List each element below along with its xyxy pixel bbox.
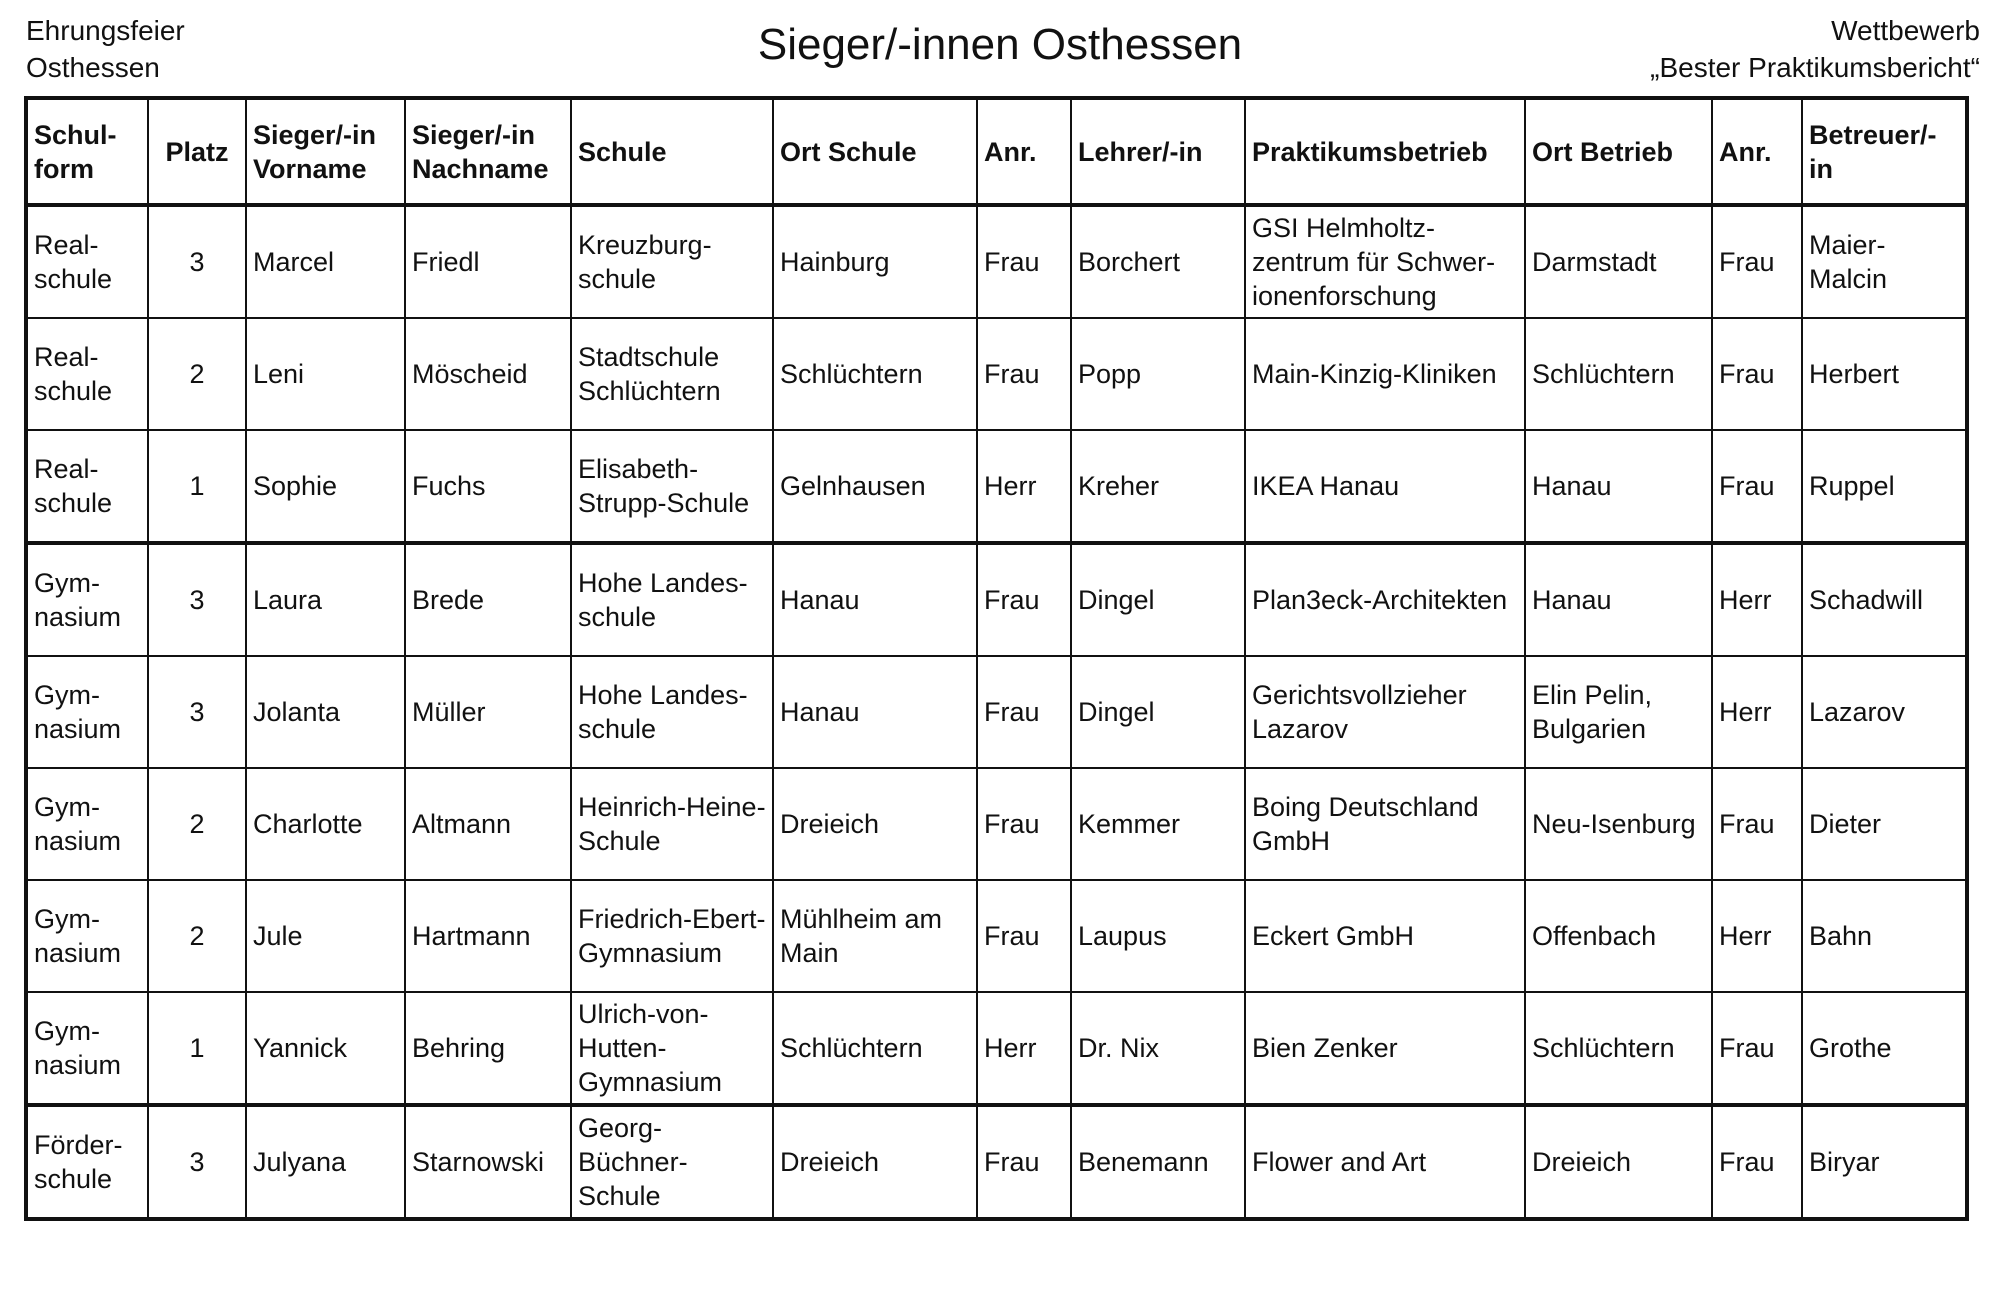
cell-text-line: ionenforschung <box>1252 281 1437 311</box>
cell-ort-betrieb <box>1525 318 1712 430</box>
cell-vorname: Julyana <box>246 1105 405 1219</box>
cell-ort-schule <box>773 992 977 1105</box>
column-header-label: Schul- <box>34 119 117 150</box>
cell-text-line: Boing Deutschland <box>1252 792 1479 822</box>
cell-lehrer: Dingel <box>1071 543 1245 656</box>
cell-text-line: Real- <box>34 230 99 260</box>
cell-ort-schule <box>773 430 977 543</box>
cell-ort-schule <box>773 1105 977 1219</box>
cell-ort-betrieb <box>1525 768 1712 880</box>
cell-schule <box>571 768 773 880</box>
cell-vorname: Jule <box>246 880 405 992</box>
cell-betreuer: Schadwill <box>1802 543 1967 656</box>
cell-ort-betrieb <box>1525 1105 1712 1219</box>
cell-text-line: Gymnasium <box>578 938 723 968</box>
cell-text-line: Friedrich-Ebert- <box>578 904 766 934</box>
cell-text-line: Darmstadt <box>1532 247 1657 277</box>
cell-anrede-betreuer: Frau <box>1712 318 1802 430</box>
col-header-schulform <box>26 98 148 205</box>
cell-text-line: nasium <box>34 826 122 856</box>
cell-text-line: schule <box>34 376 113 406</box>
cell-anrede-betreuer: Frau <box>1712 430 1802 543</box>
cell-platz: 2 <box>148 880 246 992</box>
cell-schule <box>571 992 773 1105</box>
column-header-label: Praktikumsbetrieb <box>1252 136 1488 167</box>
cell-text-line: Gym- <box>34 568 100 598</box>
cell-platz: 3 <box>148 656 246 768</box>
cell-lehrer: Kemmer <box>1071 768 1245 880</box>
cell-lehrer: Dr. Nix <box>1071 992 1245 1105</box>
cell-vorname: Marcel <box>246 205 405 318</box>
cell-nachname: Altmann <box>405 768 571 880</box>
cell-text-line: Hutten- <box>578 1033 667 1063</box>
column-header-label: Sieger/-in <box>412 119 536 150</box>
cell-platz: 1 <box>148 430 246 543</box>
cell-betreuer: Lazarov <box>1802 656 1967 768</box>
col-header-platz <box>148 98 246 205</box>
cell-text-line: Gelnhausen <box>780 471 926 501</box>
table-row <box>26 543 1967 656</box>
cell-betreuer: Bahn <box>1802 880 1967 992</box>
cell-lehrer: Dingel <box>1071 656 1245 768</box>
cell-vorname: Laura <box>246 543 405 656</box>
cell-schule <box>571 880 773 992</box>
cell-nachname: Starnowski <box>405 1105 571 1219</box>
cell-text-line: Heinrich-Heine- <box>578 792 766 822</box>
cell-praktikumsbetrieb <box>1245 318 1525 430</box>
cell-ort-betrieb <box>1525 992 1712 1105</box>
cell-text-line: Dreieich <box>780 1147 880 1177</box>
cell-schulform <box>26 768 148 880</box>
cell-text-line: Main <box>780 938 839 968</box>
table-body <box>26 205 1967 1219</box>
cell-anrede-lehrer: Frau <box>977 656 1071 768</box>
col-header-schule <box>571 98 773 205</box>
winners-table <box>24 96 1969 1221</box>
table-row <box>26 768 1967 880</box>
cell-text-line: Hanau <box>1532 585 1612 615</box>
cell-text-line: Gym- <box>34 904 100 934</box>
cell-ort-schule <box>773 656 977 768</box>
column-header-label: Anr. <box>1719 136 1772 167</box>
column-header-label: Lehrer/-in <box>1078 136 1203 167</box>
cell-text-line: Stadtschule <box>578 342 720 372</box>
table-row <box>26 992 1967 1105</box>
cell-ort-betrieb <box>1525 430 1712 543</box>
cell-lehrer: Kreher <box>1071 430 1245 543</box>
table-row <box>26 656 1967 768</box>
cell-text-line: Elisabeth- <box>578 454 699 484</box>
cell-anrede-lehrer: Herr <box>977 430 1071 543</box>
cell-anrede-lehrer: Herr <box>977 992 1071 1105</box>
cell-text-line: Ulrich-von- <box>578 999 709 1029</box>
cell-text-line: Lazarov <box>1252 714 1349 744</box>
cell-text-line: Real- <box>34 342 99 372</box>
cell-ort-schule <box>773 318 977 430</box>
cell-text-line: Hanau <box>1532 471 1612 501</box>
cell-text-line: Schlüchtern <box>1532 1033 1675 1063</box>
cell-text-line: nasium <box>34 714 122 744</box>
cell-praktikumsbetrieb <box>1245 768 1525 880</box>
table-row <box>26 318 1967 430</box>
cell-lehrer: Borchert <box>1071 205 1245 318</box>
cell-text-line: GmbH <box>1252 826 1331 856</box>
cell-schule <box>571 430 773 543</box>
cell-anrede-lehrer: Frau <box>977 205 1071 318</box>
cell-text-line: Strupp-Schule <box>578 488 750 518</box>
cell-ort-schule <box>773 205 977 318</box>
cell-text-line: GSI Helmholtz- <box>1252 213 1436 243</box>
cell-text-line: nasium <box>34 602 122 632</box>
cell-text-line: Real- <box>34 454 99 484</box>
cell-text-line: Elin Pelin, <box>1532 680 1653 710</box>
cell-text-line: Bien Zenker <box>1252 1033 1398 1063</box>
cell-text-line: Schlüchtern <box>780 1033 923 1063</box>
competition-label-line1: Wettbewerb <box>1831 15 1980 46</box>
cell-text-line: schule <box>34 1164 113 1194</box>
competition-label <box>1650 12 1980 86</box>
cell-text-line: Neu-Isenburg <box>1532 809 1696 839</box>
column-header-label: Schule <box>578 136 667 167</box>
cell-platz: 3 <box>148 1105 246 1219</box>
cell-anrede-lehrer: Frau <box>977 1105 1071 1219</box>
cell-praktikumsbetrieb <box>1245 656 1525 768</box>
cell-anrede-lehrer: Frau <box>977 880 1071 992</box>
cell-text-line: Gym- <box>34 1016 100 1046</box>
cell-vorname: Charlotte <box>246 768 405 880</box>
cell-anrede-lehrer: Frau <box>977 318 1071 430</box>
cell-anrede-betreuer: Herr <box>1712 656 1802 768</box>
cell-text-line: IKEA Hanau <box>1252 471 1400 501</box>
cell-platz: 3 <box>148 543 246 656</box>
cell-text-line: schule <box>578 714 657 744</box>
cell-text-line: Hanau <box>780 585 860 615</box>
cell-anrede-betreuer: Frau <box>1712 1105 1802 1219</box>
competition-label-line2: „Bester Praktikumsbericht“ <box>1650 52 1980 83</box>
cell-text-line: Gerichtsvollzieher <box>1252 680 1467 710</box>
page-title: Sieger/-innen Osthessen <box>757 20 1243 69</box>
cell-text-line: schule <box>34 488 113 518</box>
cell-text-line: Georg-Büchner- <box>578 1113 688 1177</box>
cell-schulform <box>26 205 148 318</box>
column-header-label: Betreuer/-in <box>1809 119 1937 184</box>
cell-anrede-betreuer: Frau <box>1712 768 1802 880</box>
table-row <box>26 205 1967 318</box>
cell-betreuer: Ruppel <box>1802 430 1967 543</box>
cell-text-line: nasium <box>34 938 122 968</box>
cell-anrede-lehrer: Frau <box>977 768 1071 880</box>
cell-betreuer: Dieter <box>1802 768 1967 880</box>
cell-text-line: Hohe Landes- <box>578 680 748 710</box>
cell-schule <box>571 205 773 318</box>
cell-ort-betrieb <box>1525 205 1712 318</box>
col-header-praktikumsbetrieb <box>1245 98 1525 205</box>
cell-nachname: Möscheid <box>405 318 571 430</box>
cell-schulform <box>26 1105 148 1219</box>
table-row <box>26 880 1967 992</box>
cell-text-line: Hainburg <box>780 247 890 277</box>
cell-schulform <box>26 318 148 430</box>
cell-anrede-betreuer: Frau <box>1712 992 1802 1105</box>
cell-text-line: Flower and Art <box>1252 1147 1427 1177</box>
cell-nachname: Behring <box>405 992 571 1105</box>
cell-text-line: Schlüchtern <box>780 359 923 389</box>
cell-text-line: Schule <box>578 1181 661 1211</box>
cell-praktikumsbetrieb <box>1245 992 1525 1105</box>
col-header-ort-schule <box>773 98 977 205</box>
cell-vorname: Leni <box>246 318 405 430</box>
cell-anrede-betreuer: Frau <box>1712 205 1802 318</box>
cell-praktikumsbetrieb <box>1245 430 1525 543</box>
event-label-line1: Ehrungsfeier <box>26 15 185 46</box>
cell-nachname: Hartmann <box>405 880 571 992</box>
cell-schulform <box>26 543 148 656</box>
cell-lehrer: Popp <box>1071 318 1245 430</box>
cell-lehrer: Benemann <box>1071 1105 1245 1219</box>
col-header-betreuer <box>1802 98 1967 205</box>
cell-vorname: Yannick <box>246 992 405 1105</box>
cell-ort-betrieb <box>1525 880 1712 992</box>
col-header-nachname <box>405 98 571 205</box>
column-header-label: Anr. <box>984 136 1037 167</box>
col-header-lehrer <box>1071 98 1245 205</box>
cell-text-line: Dreieich <box>780 809 880 839</box>
cell-text-line: Gym- <box>34 680 100 710</box>
cell-ort-schule <box>773 543 977 656</box>
cell-text-line: Eckert GmbH <box>1252 921 1415 951</box>
cell-text-line: Gym- <box>34 792 100 822</box>
cell-nachname: Brede <box>405 543 571 656</box>
cell-schulform <box>26 430 148 543</box>
table-row <box>26 1105 1967 1219</box>
col-header-anrede-lehrer <box>977 98 1071 205</box>
cell-schulform <box>26 880 148 992</box>
cell-schule <box>571 318 773 430</box>
col-header-anrede-betreuer <box>1712 98 1802 205</box>
cell-betreuer: Maier-Malcin <box>1802 205 1967 318</box>
column-header-label: Nachname <box>412 153 549 184</box>
cell-ort-schule <box>773 768 977 880</box>
cell-praktikumsbetrieb <box>1245 205 1525 318</box>
cell-text-line: Bulgarien <box>1532 714 1647 744</box>
cell-platz: 3 <box>148 205 246 318</box>
col-header-ort-betrieb <box>1525 98 1712 205</box>
cell-schule <box>571 1105 773 1219</box>
cell-vorname: Sophie <box>246 430 405 543</box>
cell-text-line: Offenbach <box>1532 921 1657 951</box>
cell-ort-betrieb <box>1525 656 1712 768</box>
cell-betreuer: Herbert <box>1802 318 1967 430</box>
cell-text-line: schule <box>34 264 113 294</box>
cell-text-line: Schlüchtern <box>578 376 721 406</box>
cell-platz: 2 <box>148 768 246 880</box>
cell-text-line: zentrum für Schwer- <box>1252 247 1496 277</box>
cell-schule <box>571 656 773 768</box>
cell-text-line: schule <box>578 602 657 632</box>
col-header-vorname <box>246 98 405 205</box>
cell-schule <box>571 543 773 656</box>
cell-nachname: Friedl <box>405 205 571 318</box>
cell-text-line: Main-Kinzig-Kliniken <box>1252 359 1497 389</box>
cell-praktikumsbetrieb <box>1245 1105 1525 1219</box>
column-header-label: Vorname <box>253 153 367 184</box>
cell-platz: 1 <box>148 992 246 1105</box>
cell-nachname: Fuchs <box>405 430 571 543</box>
cell-text-line: Plan3eck-Architekten <box>1252 585 1508 615</box>
cell-schulform <box>26 992 148 1105</box>
cell-betreuer: Biryar <box>1802 1105 1967 1219</box>
cell-praktikumsbetrieb <box>1245 543 1525 656</box>
cell-betreuer: Grothe <box>1802 992 1967 1105</box>
cell-nachname: Müller <box>405 656 571 768</box>
event-label-line2: Osthessen <box>26 52 160 83</box>
cell-platz: 2 <box>148 318 246 430</box>
cell-text-line: Kreuzburg- <box>578 230 712 260</box>
cell-anrede-lehrer: Frau <box>977 543 1071 656</box>
column-header-label: Ort Betrieb <box>1532 136 1674 167</box>
cell-vorname: Jolanta <box>246 656 405 768</box>
table-header-row <box>26 98 1967 205</box>
cell-text-line: Gymnasium <box>578 1067 723 1097</box>
cell-anrede-betreuer: Herr <box>1712 543 1802 656</box>
cell-text-line: nasium <box>34 1050 122 1080</box>
cell-anrede-betreuer: Herr <box>1712 880 1802 992</box>
column-header-label: Platz <box>165 136 229 167</box>
cell-text-line: Hohe Landes- <box>578 568 748 598</box>
cell-text-line: Mühlheim am <box>780 904 943 934</box>
cell-text-line: Schlüchtern <box>1532 359 1675 389</box>
column-header-label: form <box>34 153 94 184</box>
cell-lehrer: Laupus <box>1071 880 1245 992</box>
cell-text-line: Hanau <box>780 697 860 727</box>
cell-schulform <box>26 656 148 768</box>
cell-text-line: schule <box>578 264 657 294</box>
cell-text-line: Förder- <box>34 1130 123 1160</box>
cell-text-line: Schule <box>578 826 661 856</box>
cell-ort-betrieb <box>1525 543 1712 656</box>
cell-text-line: Dreieich <box>1532 1147 1632 1177</box>
column-header-label: Ort Schule <box>780 136 917 167</box>
column-header-label: Sieger/-in <box>253 119 377 150</box>
cell-praktikumsbetrieb <box>1245 880 1525 992</box>
table-row <box>26 430 1967 543</box>
cell-ort-schule <box>773 880 977 992</box>
